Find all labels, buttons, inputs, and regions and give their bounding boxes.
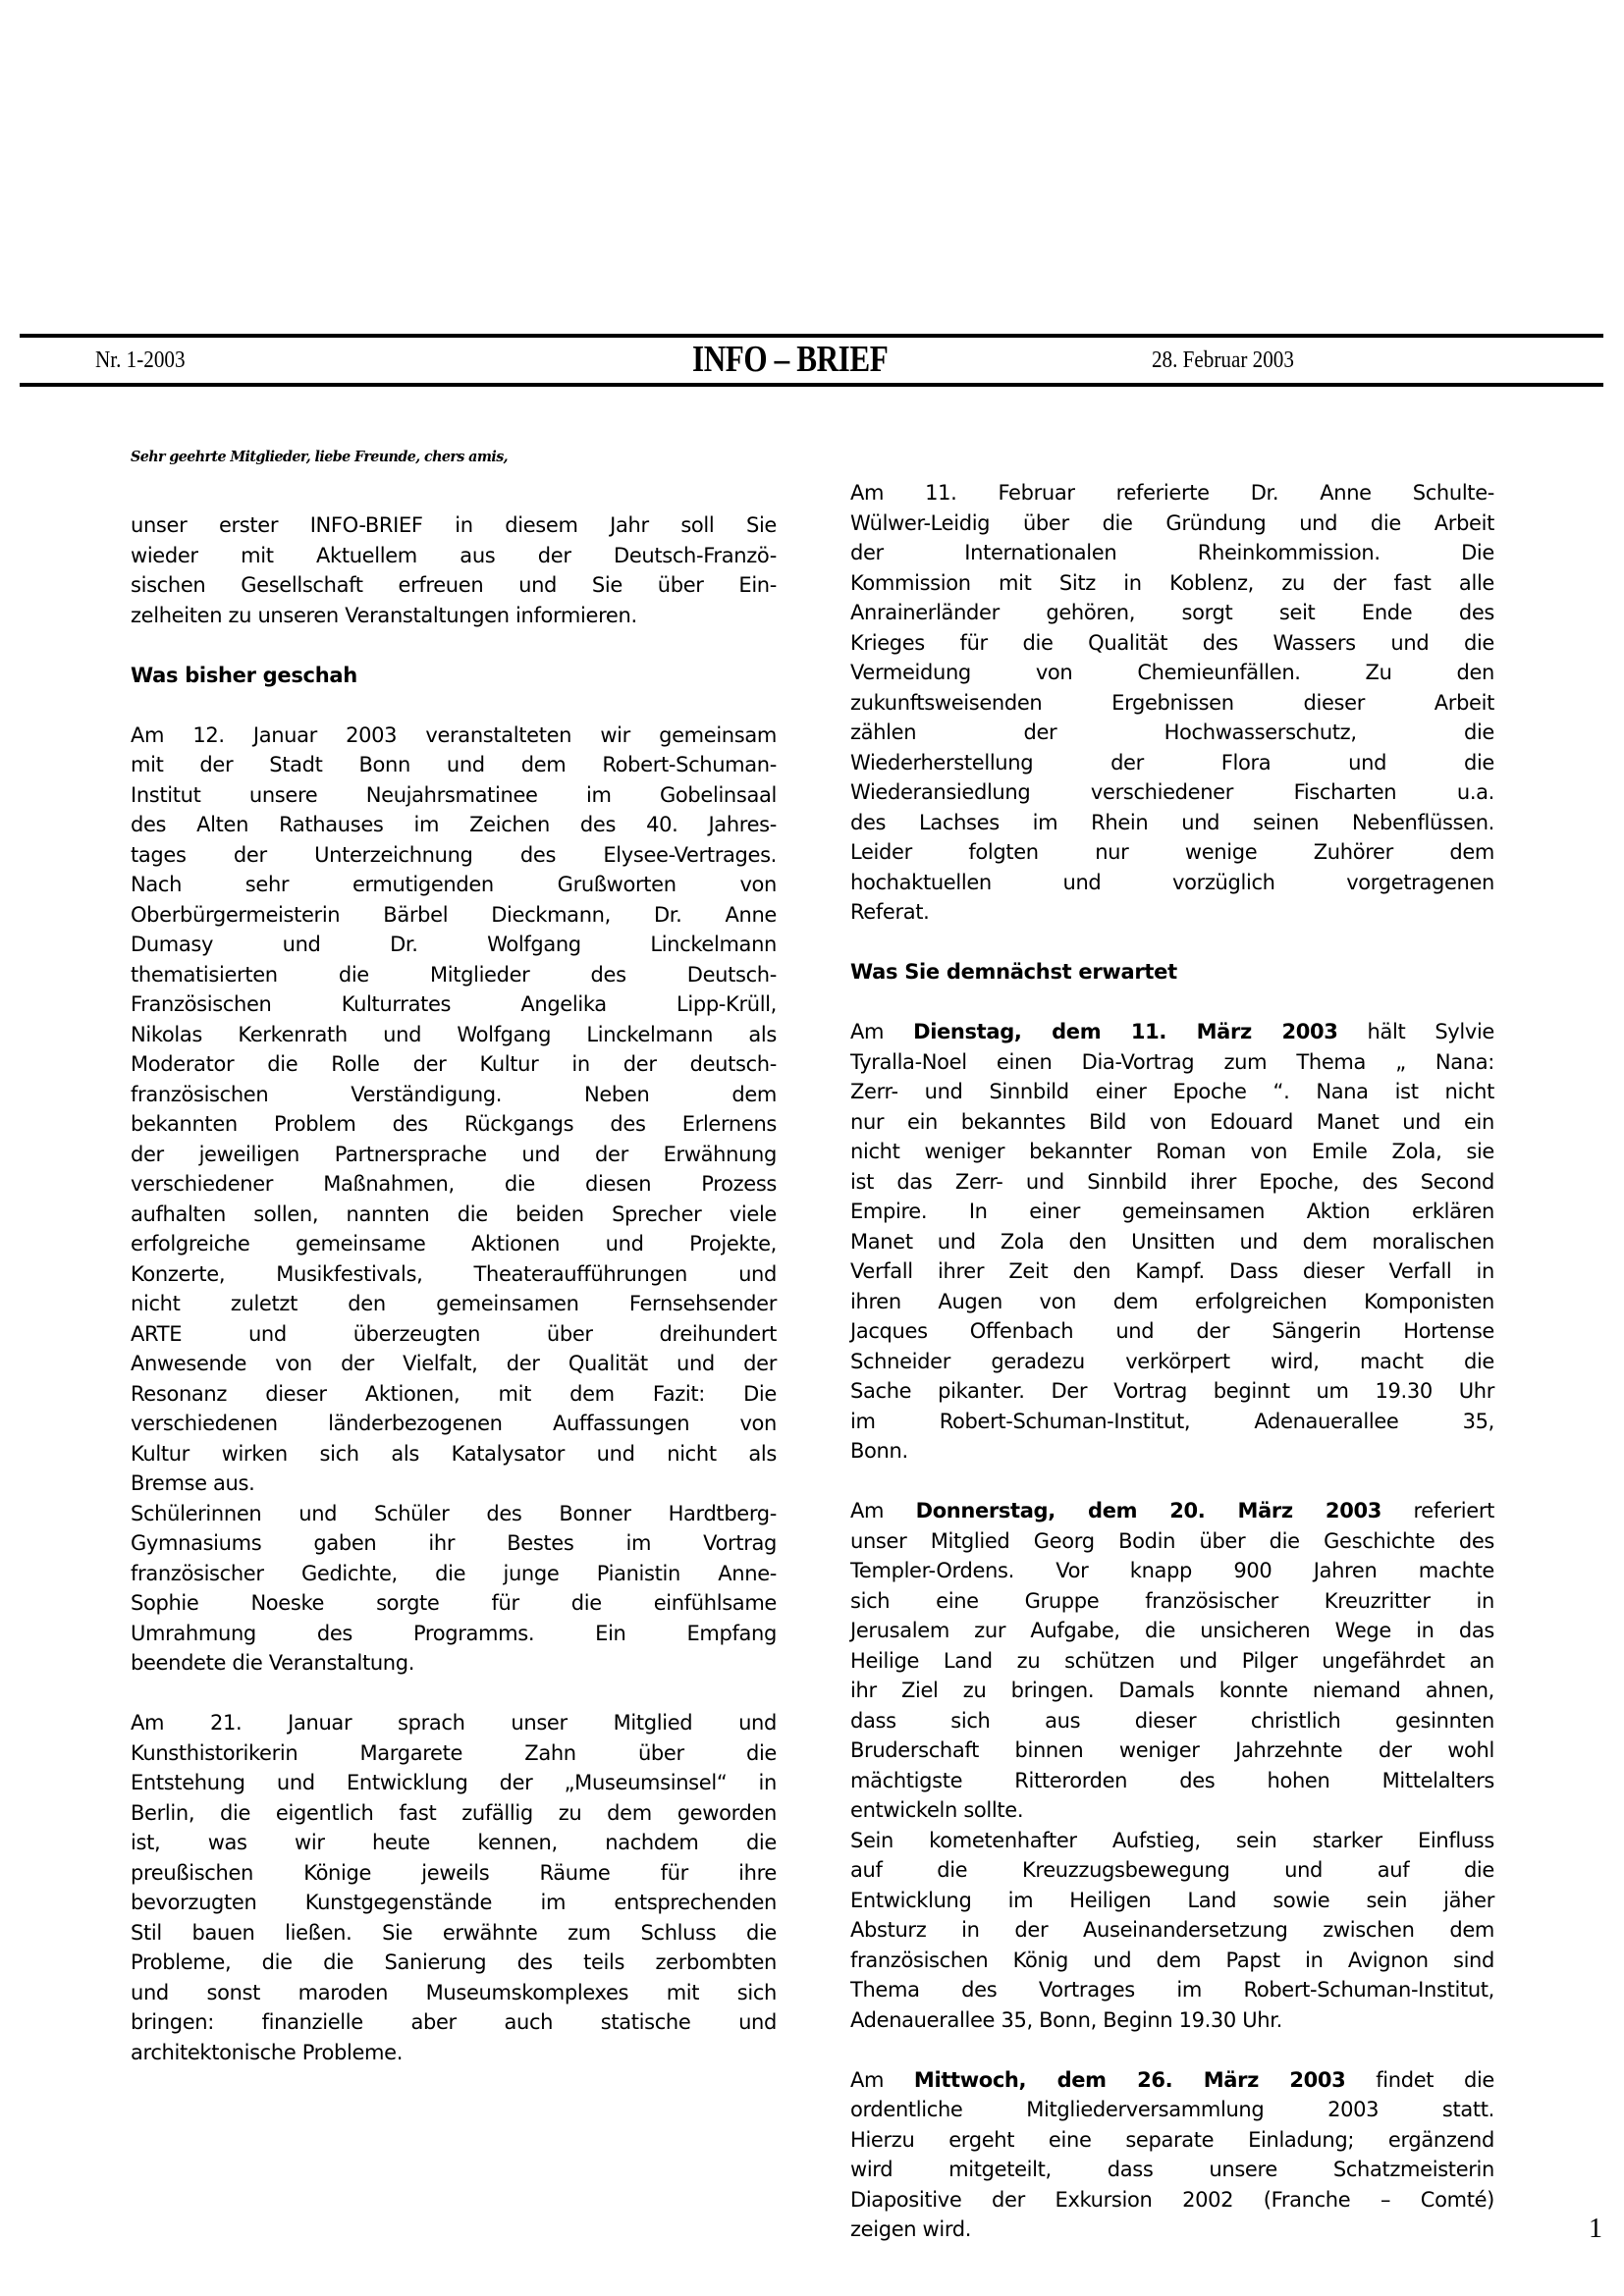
text-line: preußischen Könige jeweils Räume für ihre [131, 1860, 777, 1885]
text-line: Zerr- und Sinnbild einer Epoche “. Nana ist nicht [850, 1080, 1494, 1103]
text-line: Diapositive der Exkursion 2002 (Franche – Comté) [850, 2187, 1494, 2212]
header-bottom-rule [20, 383, 1603, 387]
event-lead-line: Am Donnerstag, dem 20. März 2003 referiert [850, 1499, 1495, 1522]
event-date: Mittwoch, dem 26. März 2003 [913, 2067, 1346, 2092]
text-line: Oberbürgermeisterin Bärbel Dieckmann, Dr. Anne [131, 902, 777, 927]
text-line: Templer-Ordens. Vor knapp 900 Jahren machte [850, 1559, 1494, 1582]
page-number: 1 [1589, 2214, 1602, 2244]
text-line: Jacques Offenbach und der Sängerin Hortense [850, 1319, 1494, 1343]
text-line: Verfall ihrer Zeit den Kampf. Dass dieser Verfall in [850, 1259, 1494, 1283]
text-line: beendete die Veranstaltung. [131, 1651, 415, 1675]
text-line: mit der Stadt Bonn und dem Robert-Schuman- [131, 753, 777, 776]
text-line: unser erster INFO-BRIEF in diesem Jahr soll Sie [131, 513, 777, 537]
text-line: und sonst maroden Museumskomplexes mit sich [131, 1980, 777, 2004]
text-line: Absturz in der Auseinandersetzung zwischen dem [850, 1918, 1494, 1942]
text-line: ordentliche Mitgliederversammlung 2003 statt. [850, 2098, 1494, 2121]
text-line: französischen Verständigung. Neben dem [131, 1082, 777, 1106]
text-line: Bruderschaft binnen weniger Jahrzehnte der wohl [850, 1738, 1494, 1762]
event-lead-line: Am Dienstag, dem 11. März 2003 hält Sylvie [850, 1020, 1494, 1043]
text-line: bringen: finanzielle aber auch statische und [131, 2010, 777, 2034]
text-line: Französischen Kulturrates Angelika Lipp-Krüll, [131, 992, 777, 1016]
event-date: Donnerstag, dem 20. März 2003 [915, 1499, 1381, 1522]
text-line: der Internationalen Rheinkommission. Die [850, 541, 1494, 564]
text-line: Nach sehr ermutigenden Grußworten von [131, 873, 777, 896]
text-line: nicht zuletzt den gemeinsamen Fernsehsender [131, 1292, 777, 1315]
text-line: auf die Kreuzzugsbewegung und auf die [850, 1858, 1494, 1882]
text-line: des Lachses im Rhein und seinen Nebenflüssen. [850, 810, 1494, 834]
paragraph-schueler [131, 1499, 777, 1679]
text-line: ist, was wir heute kennen, nachdem die [131, 1831, 777, 1854]
text-line: thematisierten die Mitglieder des Deutsch- [131, 962, 777, 987]
text-line: ihr Ziel zu bringen. Damals konnte niemand ahnen, [850, 1679, 1494, 1702]
text-line: Kunsthistorikerin Margarete Zahn über die [131, 1740, 777, 1765]
text-line: sich eine Gruppe französischer Kreuzritter in [850, 1588, 1494, 1613]
paragraph-rheinkommission [850, 478, 1494, 928]
text-line: wieder mit Aktuellem aus der Deutsch-Franzö- [131, 543, 777, 567]
text-line: verschiedener Maßnahmen, die diesen Prozess [131, 1172, 777, 1196]
text-line: im Robert-Schuman-Institut, Adenauerallee 35, [850, 1409, 1494, 1433]
text-line: Anrainerländer gehören, sorgt seit Ende des [850, 601, 1494, 624]
text-line: Gymnasiums gaben ihr Bestes im Vortrag [131, 1531, 777, 1555]
text-line: Entstehung und Entwicklung der „Museumsinsel“ in [131, 1771, 777, 1794]
text-line: bekannten Problem des Rückgangs des Erlernens [131, 1112, 777, 1136]
text-line: Am 11. Februar referierte Dr. Anne Schulte- [850, 481, 1494, 505]
text-line: aufhalten sollen, nannten die beiden Sprecher viele [131, 1201, 777, 1226]
text-line: sischen Gesellschaft erfreuen und Sie über Ein- [131, 573, 777, 597]
text-line: bevorzugten Kunstgegenstände im entsprechenden [131, 1891, 777, 1914]
section-heading-past: Was bisher geschah [131, 663, 357, 687]
paragraph-neujahrsmatinee [131, 721, 777, 1499]
text-line: Krieges für die Qualität des Wassers und die [850, 630, 1494, 655]
text-line: Konzerte, Musikfestivals, Theateraufführungen und [131, 1261, 777, 1286]
text-line: Umrahmung des Programms. Ein Empfang [131, 1621, 777, 1645]
text-line: der jeweiligen Partnersprache und der Erwähnung [131, 1142, 777, 1166]
text-line: Probleme, die die Sanierung des teils zerbombten [131, 1950, 777, 1974]
text-line: erfolgreiche gemeinsame Aktionen und Projekte, [131, 1232, 777, 1255]
text-line: Sache pikanter. Der Vortrag beginnt um 19.30 Uhr [850, 1379, 1494, 1403]
text-line: Entwicklung im Heiligen Land sowie sein jäher [850, 1888, 1494, 1912]
text-line: Nikolas Kerkenrath und Wolfgang Linckelmann als [131, 1022, 777, 1046]
text-line: Manet und Zola den Unsitten und dem moralischen [850, 1229, 1494, 1254]
text-line: Wülwer-Leidig über die Gründung und die Arbeit [850, 510, 1494, 535]
text-line: ARTE und überzeugten über dreihundert [131, 1321, 777, 1346]
issue-date: 28. Februar 2003 [1152, 347, 1294, 373]
text-line: Bonn. [850, 1439, 908, 1463]
text-line: Wiederansiedlung verschiedener Fischarten u.a. [850, 780, 1494, 804]
text-line: Dumasy und Dr. Wolfgang Linckelmann [131, 933, 777, 956]
intro-paragraph [131, 510, 777, 630]
text-line: Hierzu ergeht eine separate Einladung; ergänzend [850, 2127, 1494, 2152]
text-line: Empire. In einer gemeinsamen Aktion erklären [850, 1200, 1494, 1223]
text-line: Tyralla-Noel einen Dia-Vortrag zum Thema „ Nana: [850, 1049, 1494, 1074]
text-line: nur ein bekanntes Bild von Edouard Manet und ein [850, 1109, 1494, 1134]
event-lead-line: Am Mittwoch, dem 26. März 2003 findet die [850, 2067, 1495, 2092]
text-line: verschiedenen länderbezogenen Auffassungen von [131, 1412, 777, 1435]
text-line: unser Mitglied Georg Bodin über die Geschichte des [850, 1528, 1494, 1553]
text-line: Am 21. Januar sprach unser Mitglied und [131, 1711, 777, 1735]
text-line: tages der Unterzeichnung des Elysee-Vertrages. [131, 842, 777, 867]
paragraph-museumsinsel [131, 1708, 777, 2067]
text-line: zelheiten zu unseren Veranstaltungen informieren. [131, 603, 637, 627]
text-line: Schneider geradezu verkörpert wird, macht die [850, 1349, 1494, 1373]
text-line: Thema des Vortrages im Robert-Schuman-Institut, [850, 1978, 1494, 2002]
text-line: französischen König und dem Papst in Avignon sind [850, 1948, 1494, 1972]
text-line: Referat. [850, 900, 930, 924]
text-line: Anwesende von der Vielfalt, der Qualität und der [131, 1352, 777, 1375]
text-line: Stil bauen ließen. Sie erwähnte zum Schluss die [131, 1920, 777, 1945]
text-line: architektonische Probleme. [131, 2040, 404, 2064]
text-line: zukunftsweisenden Ergebnissen dieser Arbeit [850, 690, 1494, 715]
salutation: Sehr geehrte Mitglieder, liebe Freunde, chers amis, [131, 448, 509, 465]
text-line: Heilige Land zu schützen und Pilger ungefährdet an [850, 1648, 1494, 1673]
left-column [131, 510, 777, 2067]
issue-number: Nr. 1-2003 [95, 347, 186, 373]
section-heading-upcoming: Was Sie demnächst erwartet [850, 960, 1177, 984]
text-line: mächtigste Ritterorden des hohen Mittelalters [850, 1768, 1494, 1792]
text-line: zählen der Hochwasserschutz, die [850, 721, 1494, 744]
text-line: Jerusalem zur Aufgabe, die unsicheren Wege in das [850, 1619, 1494, 1642]
text-line: französischer Gedichte, die junge Pianistin Anne- [131, 1561, 777, 1585]
text-line: Am 12. Januar 2003 veranstalteten wir gemeinsam [131, 722, 777, 747]
text-line: Sophie Noeske sorgte für die einfühlsame [131, 1591, 777, 1615]
text-line: des Alten Rathauses im Zeichen des 40. Jahres- [131, 813, 777, 836]
right-column [850, 478, 1494, 2245]
text-line: zeigen wird. [850, 2217, 972, 2241]
text-line: Wiederherstellung der Flora und die [850, 750, 1494, 774]
text-line: Resonanz dieser Aktionen, mit dem Fazit: Die [131, 1381, 777, 1406]
event-member-assembly [850, 2065, 1494, 2245]
text-line: Vermeidung von Chemieunfällen. Zu den [850, 661, 1494, 684]
text-line: Bremse aus. [131, 1471, 255, 1495]
text-line: Institut unsere Neujahrsmatinee im Gobelinsaal [131, 782, 777, 807]
text-line: Adenauerallee 35, Bonn, Beginn 19.30 Uhr. [850, 2007, 1282, 2032]
text-line: wird mitgeteilt, dass unsere Schatzmeisterin [850, 2158, 1494, 2181]
newsletter-title: INFO – BRIEF [692, 339, 889, 380]
text-line: Schülerinnen und Schüler des Bonner Hardtberg- [131, 1501, 777, 1525]
text-line: dass sich aus dieser christlich gesinnten [850, 1708, 1494, 1733]
text-line: ihren Augen von dem erfolgreichen Komponisten [850, 1289, 1494, 1313]
event-date: Dienstag, dem 11. März 2003 [913, 1020, 1338, 1043]
text-line: Berlin, die eigentlich fast zufällig zu dem geworden [131, 1800, 777, 1825]
text-line: Kultur wirken sich als Katalysator und nicht als [131, 1441, 777, 1466]
text-line: Sein kometenhafter Aufstieg, sein starker Einfluss [850, 1828, 1494, 1852]
text-line: Moderator die Rolle der Kultur in der deutsch- [131, 1052, 777, 1076]
event-templer-lecture [850, 1496, 1494, 2035]
event-nana-lecture [850, 1017, 1494, 1467]
text-line: hochaktuellen und vorzüglich vorgetragenen [850, 870, 1494, 894]
text-line: nicht weniger bekannter Roman von Emile Zola, sie [850, 1140, 1494, 1163]
text-line: Kommission mit Sitz in Koblenz, zu der fast alle [850, 570, 1494, 595]
text-line: entwickeln sollte. [850, 1798, 1024, 1822]
text-line: Leider folgten nur wenige Zuhörer dem [850, 840, 1494, 864]
text-line: ist das Zerr- und Sinnbild ihrer Epoche, des Second [850, 1169, 1494, 1194]
